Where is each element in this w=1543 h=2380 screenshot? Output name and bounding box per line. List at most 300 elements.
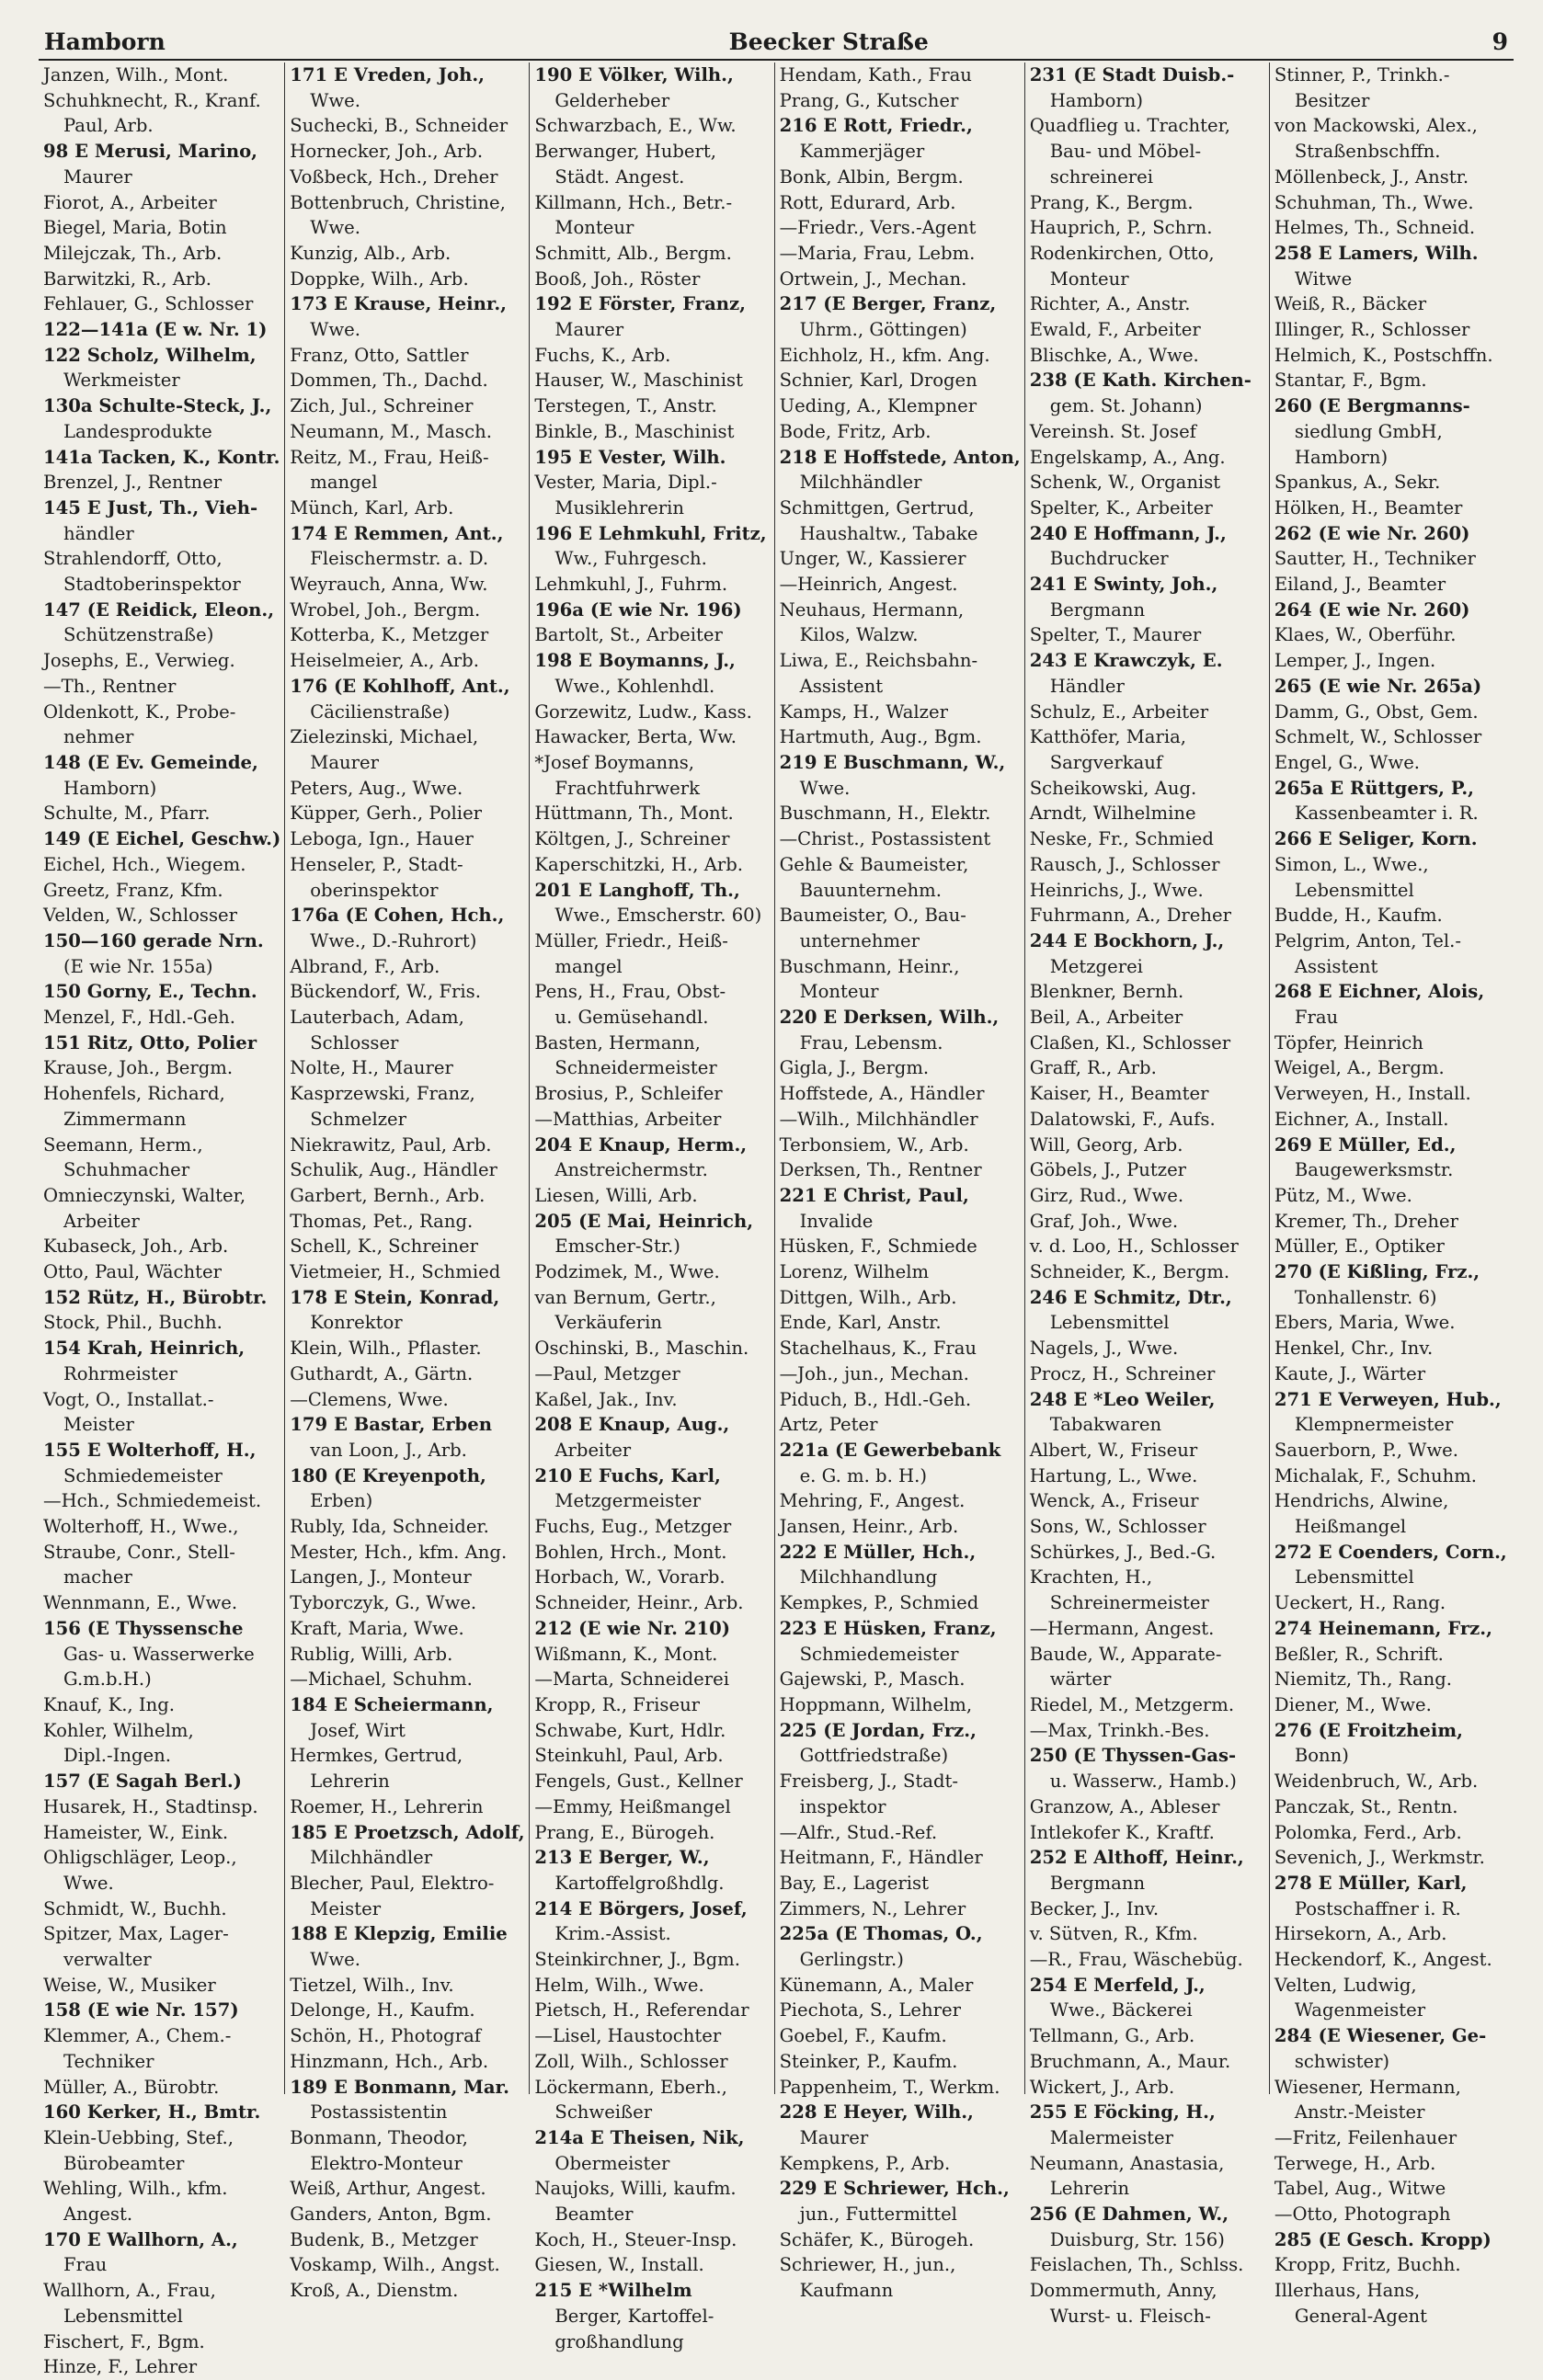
directory-entry: 284 (E Wiesener, Ge- (1274, 2025, 1487, 2047)
directory-entry: 218 E Hoffstede, Anton, (779, 446, 1021, 468)
directory-entry: —Emmy, Heißmangel (534, 1795, 731, 1817)
directory-entry: Wwe. (310, 89, 360, 111)
directory-entry: 201 E Langhoff, Th., (534, 879, 740, 901)
directory-entry: Wwe., D.-Ruhrort) (310, 929, 477, 951)
directory-entry: Arbeiter (63, 1210, 140, 1232)
directory-entry: Graff, R., Arb. (1029, 1057, 1157, 1079)
directory-entry: Bay, E., Lagerist (779, 1872, 929, 1894)
directory-entry: Hohenfels, Richard, (43, 1083, 225, 1105)
directory-entry: Scheikowski, Aug. (1029, 777, 1197, 799)
directory-entry: Bonn) (1294, 1745, 1349, 1767)
directory-entry: Hoffstede, A., Händler (779, 1083, 985, 1105)
directory-entry: 264 (E wie Nr. 260) (1274, 598, 1470, 621)
directory-entry: Giesen, W., Install. (534, 2254, 704, 2276)
directory-entry: 246 E Schmitz, Dtr., (1029, 1286, 1232, 1308)
directory-entry: 174 E Remmen, Ant., (290, 522, 504, 544)
directory-entry: Sautter, H., Techniker (1274, 548, 1476, 570)
directory-entry: Terwege, H., Arb. (1274, 2152, 1436, 2174)
directory-entry: 231 (E Stadt Duisb.- (1029, 64, 1235, 85)
directory-entry: Küpper, Gerh., Polier (290, 803, 483, 825)
directory-entry: Hinze, F., Lehrer (43, 2356, 198, 2378)
directory-entry: Steinkuhl, Paul, Arb. (534, 1745, 724, 1767)
directory-entry: Dipl.-Ingen. (63, 1745, 171, 1767)
directory-entry: Postschaffner i. R. (1294, 1897, 1461, 1919)
directory-entry: Weiß, R., Bäcker (1274, 293, 1427, 315)
directory-entry: Engel, G., Wwe. (1274, 751, 1421, 773)
directory-entry: 185 E Proetzsch, Adolf, (290, 1821, 525, 1843)
directory-entry: Hendrichs, Alwine, (1274, 1490, 1449, 1512)
directory-entry: Basten, Hermann, (534, 1031, 701, 1053)
directory-entry: G.m.b.H.) (63, 1668, 152, 1691)
directory-entry: Hamborn) (1294, 446, 1389, 468)
directory-entry: Hinzmann, Hch., Arb. (290, 2050, 489, 2072)
directory-entry: Oldenkott, K., Probe- (43, 700, 236, 723)
directory-entry: 170 E Wallhorn, A., (43, 2228, 238, 2250)
directory-entry: 152 Rütz, H., Bürobtr. (43, 1286, 268, 1308)
directory-entry: 155 E Wolterhoff, H., (43, 1439, 257, 1461)
directory-entry: 171 E Vreden, Joh., (290, 64, 486, 85)
directory-entry: Will, Georg, Arb. (1029, 1133, 1183, 1156)
directory-entry: Kaperschitzki, H., Arb. (534, 853, 743, 875)
directory-entry: Emscher-Str.) (554, 1236, 680, 1258)
directory-entry: Schell, K., Schreiner (290, 1236, 478, 1258)
directory-entry: großhandlung (554, 2330, 684, 2352)
directory-entry: Budenk, B., Metzger (290, 2228, 478, 2250)
directory-entry: Dommen, Th., Dachd. (290, 370, 488, 392)
directory-entry: 276 (E Froitzheim, (1274, 1719, 1463, 1741)
directory-entry: 262 (E wie Nr. 260) (1274, 522, 1470, 544)
directory-entry: Wrobel, Joh., Bergm. (290, 598, 481, 621)
directory-entry: Killmann, Hch., Betr.- (534, 191, 733, 213)
directory-entry: Heitmann, F., Händler (779, 1847, 983, 1869)
directory-entry: 268 E Eichner, Alois, (1274, 981, 1485, 1003)
directory-entry: Nagels, J., Wwe. (1029, 1338, 1179, 1360)
directory-entry: Ende, Karl, Anstr. (779, 1312, 942, 1334)
directory-entry: 222 E Müller, Hch., (779, 1541, 977, 1563)
directory-entry: Tietzel, Wilh., Inv. (290, 1974, 454, 1996)
directory-entry: Zoll, Wilh., Schlosser (534, 2050, 728, 2072)
directory-entry: Strahlendorff, Otto, (43, 548, 223, 570)
directory-entry: Henkel, Chr., Inv. (1274, 1338, 1434, 1360)
directory-entry: 180 (E Kreyenpoth, (290, 1464, 486, 1486)
directory-entry: Menzel, F., Hdl.-Geh. (43, 1007, 235, 1029)
directory-entry: Schulik, Aug., Händler (290, 1159, 497, 1181)
directory-entry: *Josef Boymanns, (534, 751, 695, 773)
directory-entry: Lebensmittel (1294, 879, 1414, 901)
directory-entry: van Bernum, Gertr., (534, 1286, 716, 1308)
directory-entry: Hölken, H., Beamter (1274, 496, 1463, 518)
directory-entry: Schenk, W., Organist (1029, 472, 1221, 494)
directory-entry: —Michael, Schuhm. (290, 1668, 473, 1691)
directory-entry: Booß, Joh., Röster (534, 268, 701, 290)
directory-entry: mangel (554, 955, 623, 977)
directory-entry: Weidenbruch, W., Arb. (1274, 1771, 1479, 1793)
directory-entry: Buschmann, H., Elektr. (779, 803, 991, 825)
page-number: 9 (1492, 28, 1508, 55)
directory-entry: Beamter (554, 2203, 634, 2226)
directory-entry: 240 E Hoffmann, J., (1029, 522, 1227, 544)
directory-entry: 228 E Heyer, Wilh., (779, 2101, 974, 2124)
directory-entry: Gerlingstr.) (799, 1949, 904, 1971)
directory-entry: Pietsch, H., Referendar (534, 1999, 749, 2021)
directory-entry: Fuhrmann, A., Dreher (1029, 905, 1231, 927)
directory-entry: Helm, Wilh., Wwe. (534, 1974, 704, 1996)
directory-entry: Naujoks, Willi, kaufm. (534, 2178, 737, 2200)
directory-entry: v. Sütven, R., Kfm. (1029, 1923, 1198, 1945)
directory-entry: Löckermann, Eberh., (534, 2076, 727, 2098)
directory-entry: 192 E Förster, Franz, (534, 293, 746, 315)
directory-entry: macher (63, 1566, 132, 1589)
directory-entry: Költgen, J., Schreiner (534, 828, 730, 850)
directory-entry: Uhrm., Göttingen) (799, 319, 967, 341)
directory-entry: 217 (E Berger, Franz, (779, 293, 997, 315)
directory-entry: 188 E Klepzig, Emilie (290, 1923, 508, 1945)
column-5 (1024, 63, 1269, 2327)
directory-entry: Liwa, E., Reichsbahn- (779, 650, 978, 672)
directory-entry: 285 (E Gesch. Kropp) (1274, 2228, 1492, 2250)
directory-entry: Meister (63, 1414, 134, 1436)
directory-entry: Velten, Ludwig, (1274, 1974, 1417, 1996)
directory-entry: Verweyen, H., Install. (1274, 1083, 1471, 1105)
directory-entry: Leboga, Ign., Hauer (290, 828, 474, 850)
directory-entry: Schreinermeister (1049, 1592, 1209, 1614)
directory-entry: 256 (E Dahmen, W., (1029, 2203, 1229, 2226)
directory-entry: Kaute, J., Wärter (1274, 1362, 1426, 1384)
directory-entry: Bohlen, Hrch., Mont. (534, 1541, 727, 1563)
directory-entry: 258 E Lamers, Wilh. (1274, 242, 1479, 264)
directory-entry: Wiesener, Hermann, (1274, 2076, 1461, 2098)
directory-entry: Möllenbeck, J., Anstr. (1274, 165, 1469, 188)
directory-entry: Klein-Uebbing, Stef., (43, 2126, 234, 2148)
directory-entry: unternehmer (799, 929, 920, 951)
directory-entry: Müller, Friedr., Heiß- (534, 929, 728, 951)
column-6 (1269, 63, 1514, 2327)
directory-entry: Neumann, M., Masch. (290, 420, 492, 442)
directory-entry: Töpfer, Heinrich (1274, 1031, 1423, 1053)
directory-entry: Anstreichermstr. (554, 1159, 708, 1181)
directory-entry: Sargverkauf (1049, 751, 1163, 773)
directory-entry: 220 E Derksen, Wilh., (779, 1007, 1000, 1029)
directory-entry: Wurst- u. Fleisch- (1049, 2305, 1211, 2327)
directory-entry: Fleischermstr. a. D. (310, 548, 489, 570)
directory-entry: Kasprzewski, Franz, (290, 1083, 475, 1105)
directory-entry: Zich, Jul., Schreiner (290, 395, 474, 417)
directory-entry: Granzow, A., Ableser (1029, 1795, 1220, 1817)
directory-entry: Derksen, Th., Rentner (779, 1159, 982, 1181)
directory-entry: Thomas, Pet., Rang. (290, 1210, 474, 1232)
directory-entry: Erben) (310, 1490, 373, 1512)
directory-entry: 221 E Christ, Paul, (779, 1184, 969, 1206)
directory-entry: Barwitzki, R., Arb. (43, 268, 212, 290)
directory-entry: —Paul, Metzger (534, 1362, 680, 1384)
directory-entry: Terbonsiem, W., Arb. (779, 1133, 969, 1156)
directory-entry: Spankus, A., Sekr. (1274, 472, 1441, 494)
directory-entry: Schmelzer (310, 1108, 406, 1130)
directory-entry: Artz, Peter (779, 1414, 878, 1436)
directory-entry: Gottfriedstraße) (799, 1745, 949, 1767)
directory-entry: Oschinski, B., Maschin. (534, 1338, 749, 1360)
directory-entry: Piechota, S., Lehrer (779, 1999, 961, 2021)
directory-entry: Angest. (63, 2203, 133, 2226)
directory-entry: Binkle, B., Maschinist (534, 420, 735, 442)
directory-entry: 238 (E Kath. Kirchen- (1029, 370, 1252, 392)
directory-entry: Ww., Fuhrgesch. (554, 548, 707, 570)
directory-entry: Intlekofer K., Kraftf. (1029, 1821, 1215, 1843)
directory-entry: Zimmermann (63, 1108, 187, 1130)
directory-entry: Assistent (799, 675, 884, 697)
directory-entry: Schmiedemeister (63, 1464, 223, 1486)
directory-entry: Klempnermeister (1294, 1414, 1454, 1436)
directory-entry: —Fritz, Feilenhauer (1274, 2126, 1457, 2148)
directory-entry: Mester, Hch., kfm. Ang. (290, 1541, 508, 1563)
directory-entry: Wwe., Bäckerei (1049, 1999, 1193, 2021)
directory-entry: —Christ., Postassistent (779, 828, 991, 850)
directory-entry: Steinker, P., Kaufm. (779, 2050, 958, 2072)
directory-entry: Garbert, Bernh., Arb. (290, 1184, 486, 1206)
directory-entry: Engelskamp, A., Ang. (1029, 446, 1226, 468)
directory-entry: Wißmann, K., Mont. (534, 1643, 718, 1665)
directory-entry: Wallhorn, A., Frau, (43, 2280, 216, 2302)
directory-entry: Schlosser (310, 1031, 399, 1053)
directory-entry: Milchhandlung (799, 1566, 938, 1589)
directory-entry: Zimmers, N., Lehrer (779, 1897, 966, 1919)
directory-entry: Wwe., Kohlenhdl. (554, 675, 715, 697)
directory-entry: Bonmann, Theodor, (290, 2126, 468, 2148)
directory-entry: Hüsken, F., Schmiede (779, 1236, 977, 1258)
directory-entry: Cäcilienstraße) (310, 700, 451, 723)
directory-entry: 265 (E wie Nr. 265a) (1274, 675, 1482, 697)
directory-entry: Kaßel, Jak., Inv. (534, 1388, 678, 1410)
directory-entry: Neske, Fr., Schmied (1029, 828, 1214, 850)
directory-entry: mangel (310, 472, 378, 494)
directory-entry: Greetz, Franz, Kfm. (43, 879, 223, 901)
directory-entry: —Joh., jun., Mechan. (779, 1362, 969, 1384)
directory-entry: von Mackowski, Alex., (1274, 115, 1478, 137)
directory-entry: Kremer, Th., Dreher (1274, 1210, 1458, 1232)
directory-entry: Blischke, A., Wwe. (1029, 344, 1199, 366)
directory-entry: Pelgrim, Anton, Tel.- (1274, 929, 1462, 951)
directory-entry: 270 (E Kißling, Frz., (1274, 1261, 1480, 1283)
directory-entry: Ohligschläger, Leop., (43, 1847, 237, 1869)
directory-entry: Claßen, Kl., Schlosser (1029, 1031, 1231, 1053)
directory-entry: Klemmer, A., Chem.- (43, 2025, 232, 2047)
directory-entry: Gigla, J., Bergm. (779, 1057, 930, 1079)
directory-entry: Kammerjäger (799, 141, 925, 163)
directory-entry: Wwe. (310, 319, 360, 341)
directory-entry: Omnieczynski, Walter, (43, 1184, 246, 1206)
column-2 (284, 63, 529, 2302)
directory-entry: 260 (E Bergmanns- (1274, 395, 1470, 417)
directory-entry: Schuhman, Th., Wwe. (1274, 191, 1474, 213)
directory-entry: Tonhallenstr. 6) (1294, 1286, 1437, 1308)
directory-entry: Baumeister, O., Bau- (779, 905, 966, 927)
directory-entry: Werkmeister (63, 370, 180, 392)
directory-entry: Obermeister (554, 2152, 670, 2174)
directory-entry: Milchhändler (799, 472, 922, 494)
directory-entry: Lehmkuhl, J., Fuhrm. (534, 574, 728, 596)
directory-entry: Tabakwaren (1049, 1414, 1162, 1436)
directory-entry: Dittgen, Wilh., Arb. (779, 1286, 957, 1308)
directory-entry: —Wilh., Milchhändler (779, 1108, 978, 1130)
directory-entry: Voskamp, Wilh., Angst. (290, 2254, 500, 2276)
directory-entry: Musiklehrerin (554, 496, 684, 518)
directory-entry: Girz, Rud., Wwe. (1029, 1184, 1184, 1206)
directory-entry: Heinrichs, J., Wwe. (1029, 879, 1204, 901)
directory-entry: Schmidt, W., Buchh. (43, 1897, 227, 1919)
directory-entry: Otto, Paul, Wächter (43, 1261, 222, 1283)
directory-entry: Krim.-Assist. (554, 1923, 671, 1945)
directory-entry: 274 Heinemann, Frz., (1274, 1617, 1492, 1639)
directory-entry: Hermkes, Gertrud, (290, 1745, 463, 1767)
directory-entry: Schuhmacher (63, 1159, 190, 1181)
directory-entry: 212 (E wie Nr. 210) (534, 1617, 730, 1639)
directory-entry: Koch, H., Steuer-Insp. (534, 2228, 737, 2250)
directory-entry: 205 (E Mai, Heinrich, (534, 1210, 754, 1232)
directory-entry: Eiland, J., Beamter (1274, 574, 1446, 596)
directory-entry: Eichner, A., Install. (1274, 1108, 1449, 1130)
directory-entry: 208 E Knaup, Aug., (534, 1414, 730, 1436)
directory-entry: 219 E Buschmann, W., (779, 751, 1006, 773)
directory-entry: Bau- und Möbel- (1049, 141, 1202, 163)
street-title: Beecker Straße (728, 28, 929, 55)
directory-entry: Hüttmann, Th., Mont. (534, 803, 734, 825)
directory-entry: wärter (1049, 1668, 1112, 1691)
directory-entry: —Th., Rentner (43, 675, 177, 697)
directory-entry: Rott, Edurard, Arb. (779, 191, 956, 213)
directory-entry: Händler (1049, 675, 1125, 697)
directory-entry: Doppke, Wilh., Arb. (290, 268, 469, 290)
directory-entry: Rodenkirchen, Otto, (1029, 242, 1215, 264)
directory-entry: Dalatowski, F., Aufs. (1029, 1108, 1216, 1130)
directory-entry: —Otto, Photograph (1274, 2203, 1451, 2226)
directory-entry: Milejczak, Th., Arb. (43, 242, 223, 264)
directory-entry: Unger, W., Kassierer (779, 548, 966, 570)
directory-entry: 254 E Merfeld, J., (1029, 1974, 1206, 1996)
directory-entry: 130a Schulte-Steck, J., (43, 395, 272, 417)
directory-entry: 160 Kerker, H., Bmtr. (43, 2101, 261, 2124)
directory-entry: Fengels, Gust., Kellner (534, 1771, 743, 1793)
directory-entry: Langen, J., Monteur (290, 1566, 472, 1589)
directory-entry: Beßler, R., Schrift. (1274, 1643, 1444, 1665)
directory-entry: Wwe. (310, 1949, 360, 1971)
column-3 (529, 63, 773, 2352)
directory-entry: Janzen, Wilh., Mont. (43, 64, 229, 85)
directory-entry: —Matthias, Arbeiter (534, 1108, 722, 1130)
directory-entry: Maurer (63, 165, 132, 188)
directory-entry: Gelderheber (554, 89, 670, 111)
directory-entry: 244 E Bockhorn, J., (1029, 929, 1225, 951)
directory-entry: gem. St. Johann) (1049, 395, 1203, 417)
directory-entry: Stachelhaus, K., Frau (779, 1338, 977, 1360)
page-header (39, 28, 1514, 61)
directory-entry: Josephs, E., Verwieg. (43, 650, 235, 672)
directory-entry: 210 E Fuchs, Karl, (534, 1464, 721, 1486)
directory-entry: Haushaltw., Tabake (799, 522, 978, 544)
directory-entry: Witwe (1294, 268, 1353, 290)
directory-entry: Landesprodukte (63, 420, 212, 442)
directory-entry: 255 E Föcking, H., (1029, 2101, 1216, 2124)
directory-entry: Konrektor (310, 1312, 403, 1334)
directory-entry: Albrand, F., Arb. (290, 955, 440, 977)
directory-entry: Niekrawitz, Paul, Arb. (290, 1133, 492, 1156)
directory-entry: Weyrauch, Anna, Ww. (290, 574, 488, 596)
directory-entry: —Clemens, Wwe. (290, 1388, 449, 1410)
directory-entry: 190 E Völker, Wilh., (534, 64, 734, 85)
directory-entry: Kotterba, K., Metzger (290, 624, 489, 646)
directory-entry: Delonge, H., Kaufm. (290, 1999, 475, 2021)
directory-entry: Peters, Aug., Wwe. (290, 777, 463, 799)
directory-entry: Milchhändler (310, 1847, 433, 1869)
directory-entry: Lauterbach, Adam, (290, 1007, 464, 1029)
column-1 (39, 63, 284, 2378)
directory-entry: schreinerei (1049, 165, 1154, 188)
directory-entry: schwister) (1294, 2050, 1390, 2072)
directory-entry: Weise, W., Musiker (43, 1974, 216, 1996)
directory-entry: Krause, Joh., Bergm. (43, 1057, 234, 1079)
directory-entry: 198 E Boymanns, J., (534, 650, 736, 672)
directory-entry: Franz, Otto, Sattler (290, 344, 469, 366)
directory-entry: 204 E Knaup, Herm., (534, 1133, 748, 1156)
directory-entry: Bonk, Albin, Bergm. (779, 165, 964, 188)
directory-entry: 158 (E wie Nr. 157) (43, 1999, 239, 2021)
directory-entry: 272 E Coenders, Corn., (1274, 1541, 1507, 1563)
directory-entry: Kohler, Wilhelm, (43, 1719, 194, 1741)
directory-entry: Kamps, H., Walzer (779, 700, 948, 723)
directory-entry: Lebensmittel (63, 2305, 183, 2327)
directory-entry: Fuchs, K., Arb. (534, 344, 671, 366)
directory-entry: Hauser, W., Maschinist (534, 370, 743, 392)
directory-entry: Lemper, J., Ingen. (1274, 650, 1436, 672)
directory-entry: Berwanger, Hubert, (534, 141, 716, 163)
directory-entry: 225 (E Jordan, Frz., (779, 1719, 977, 1741)
directory-entry: 271 E Verweyen, Hub., (1274, 1388, 1502, 1410)
directory-entry: Spelter, T., Maurer (1029, 624, 1202, 646)
directory-entry: Piduch, B., Hdl.-Geh. (779, 1388, 972, 1410)
directory-entry: Wwe. (799, 777, 851, 799)
directory-entry: 141a Tacken, K., Kontr. (43, 446, 280, 468)
directory-entry: Metzgerei (1049, 955, 1143, 977)
directory-entry: Heiselmeier, A., Arb. (290, 650, 479, 672)
directory-entry: Bottenbruch, Christine, (290, 191, 506, 213)
directory-entry: Assistent (1294, 955, 1378, 977)
directory-entry: Verkäuferin (554, 1312, 662, 1334)
directory-entry: Weigel, A., Bergm. (1274, 1057, 1445, 1079)
directory-entry: 215 E *Wilhelm (534, 2280, 692, 2302)
directory-entry: Richter, A., Anstr. (1029, 293, 1191, 315)
directory-entry: 149 (E Eichel, Geschw.) (43, 828, 281, 850)
directory-entry: Roemer, H., Lehrerin (290, 1795, 484, 1817)
directory-entry: 252 E Althoff, Heinr., (1029, 1847, 1244, 1869)
directory-entry: Schäfer, K., Bürogeh. (779, 2228, 975, 2250)
directory-entry: Velden, W., Schlosser (43, 905, 237, 927)
directory-entry: Wickert, J., Arb. (1029, 2076, 1175, 2098)
directory-entry: Monteur (799, 981, 879, 1003)
directory-entry: 229 E Schriewer, Hch., (779, 2178, 1010, 2200)
directory-entry: Pens, H., Frau, Obst- (534, 981, 726, 1003)
directory-entry: Albert, W., Friseur (1029, 1439, 1198, 1461)
address-columns (39, 63, 1514, 2378)
directory-entry: Invalide (799, 1210, 874, 1232)
directory-entry: 216 E Rott, Friedr., (779, 115, 973, 137)
directory-entry: Guthardt, A., Gärtn. (290, 1362, 474, 1384)
directory-entry: Bückendorf, W., Fris. (290, 981, 481, 1003)
directory-entry: Müller, A., Bürobtr. (43, 2076, 220, 2098)
directory-entry: Ueding, A., Klempner (779, 395, 977, 417)
directory-entry: Rausch, J., Schlosser (1029, 853, 1220, 875)
directory-entry: Neumann, Anastasia, (1029, 2152, 1225, 2174)
directory-entry: Jansen, Heinr., Arb. (779, 1516, 959, 1538)
directory-entry: 179 E Bastar, Erben (290, 1414, 492, 1436)
